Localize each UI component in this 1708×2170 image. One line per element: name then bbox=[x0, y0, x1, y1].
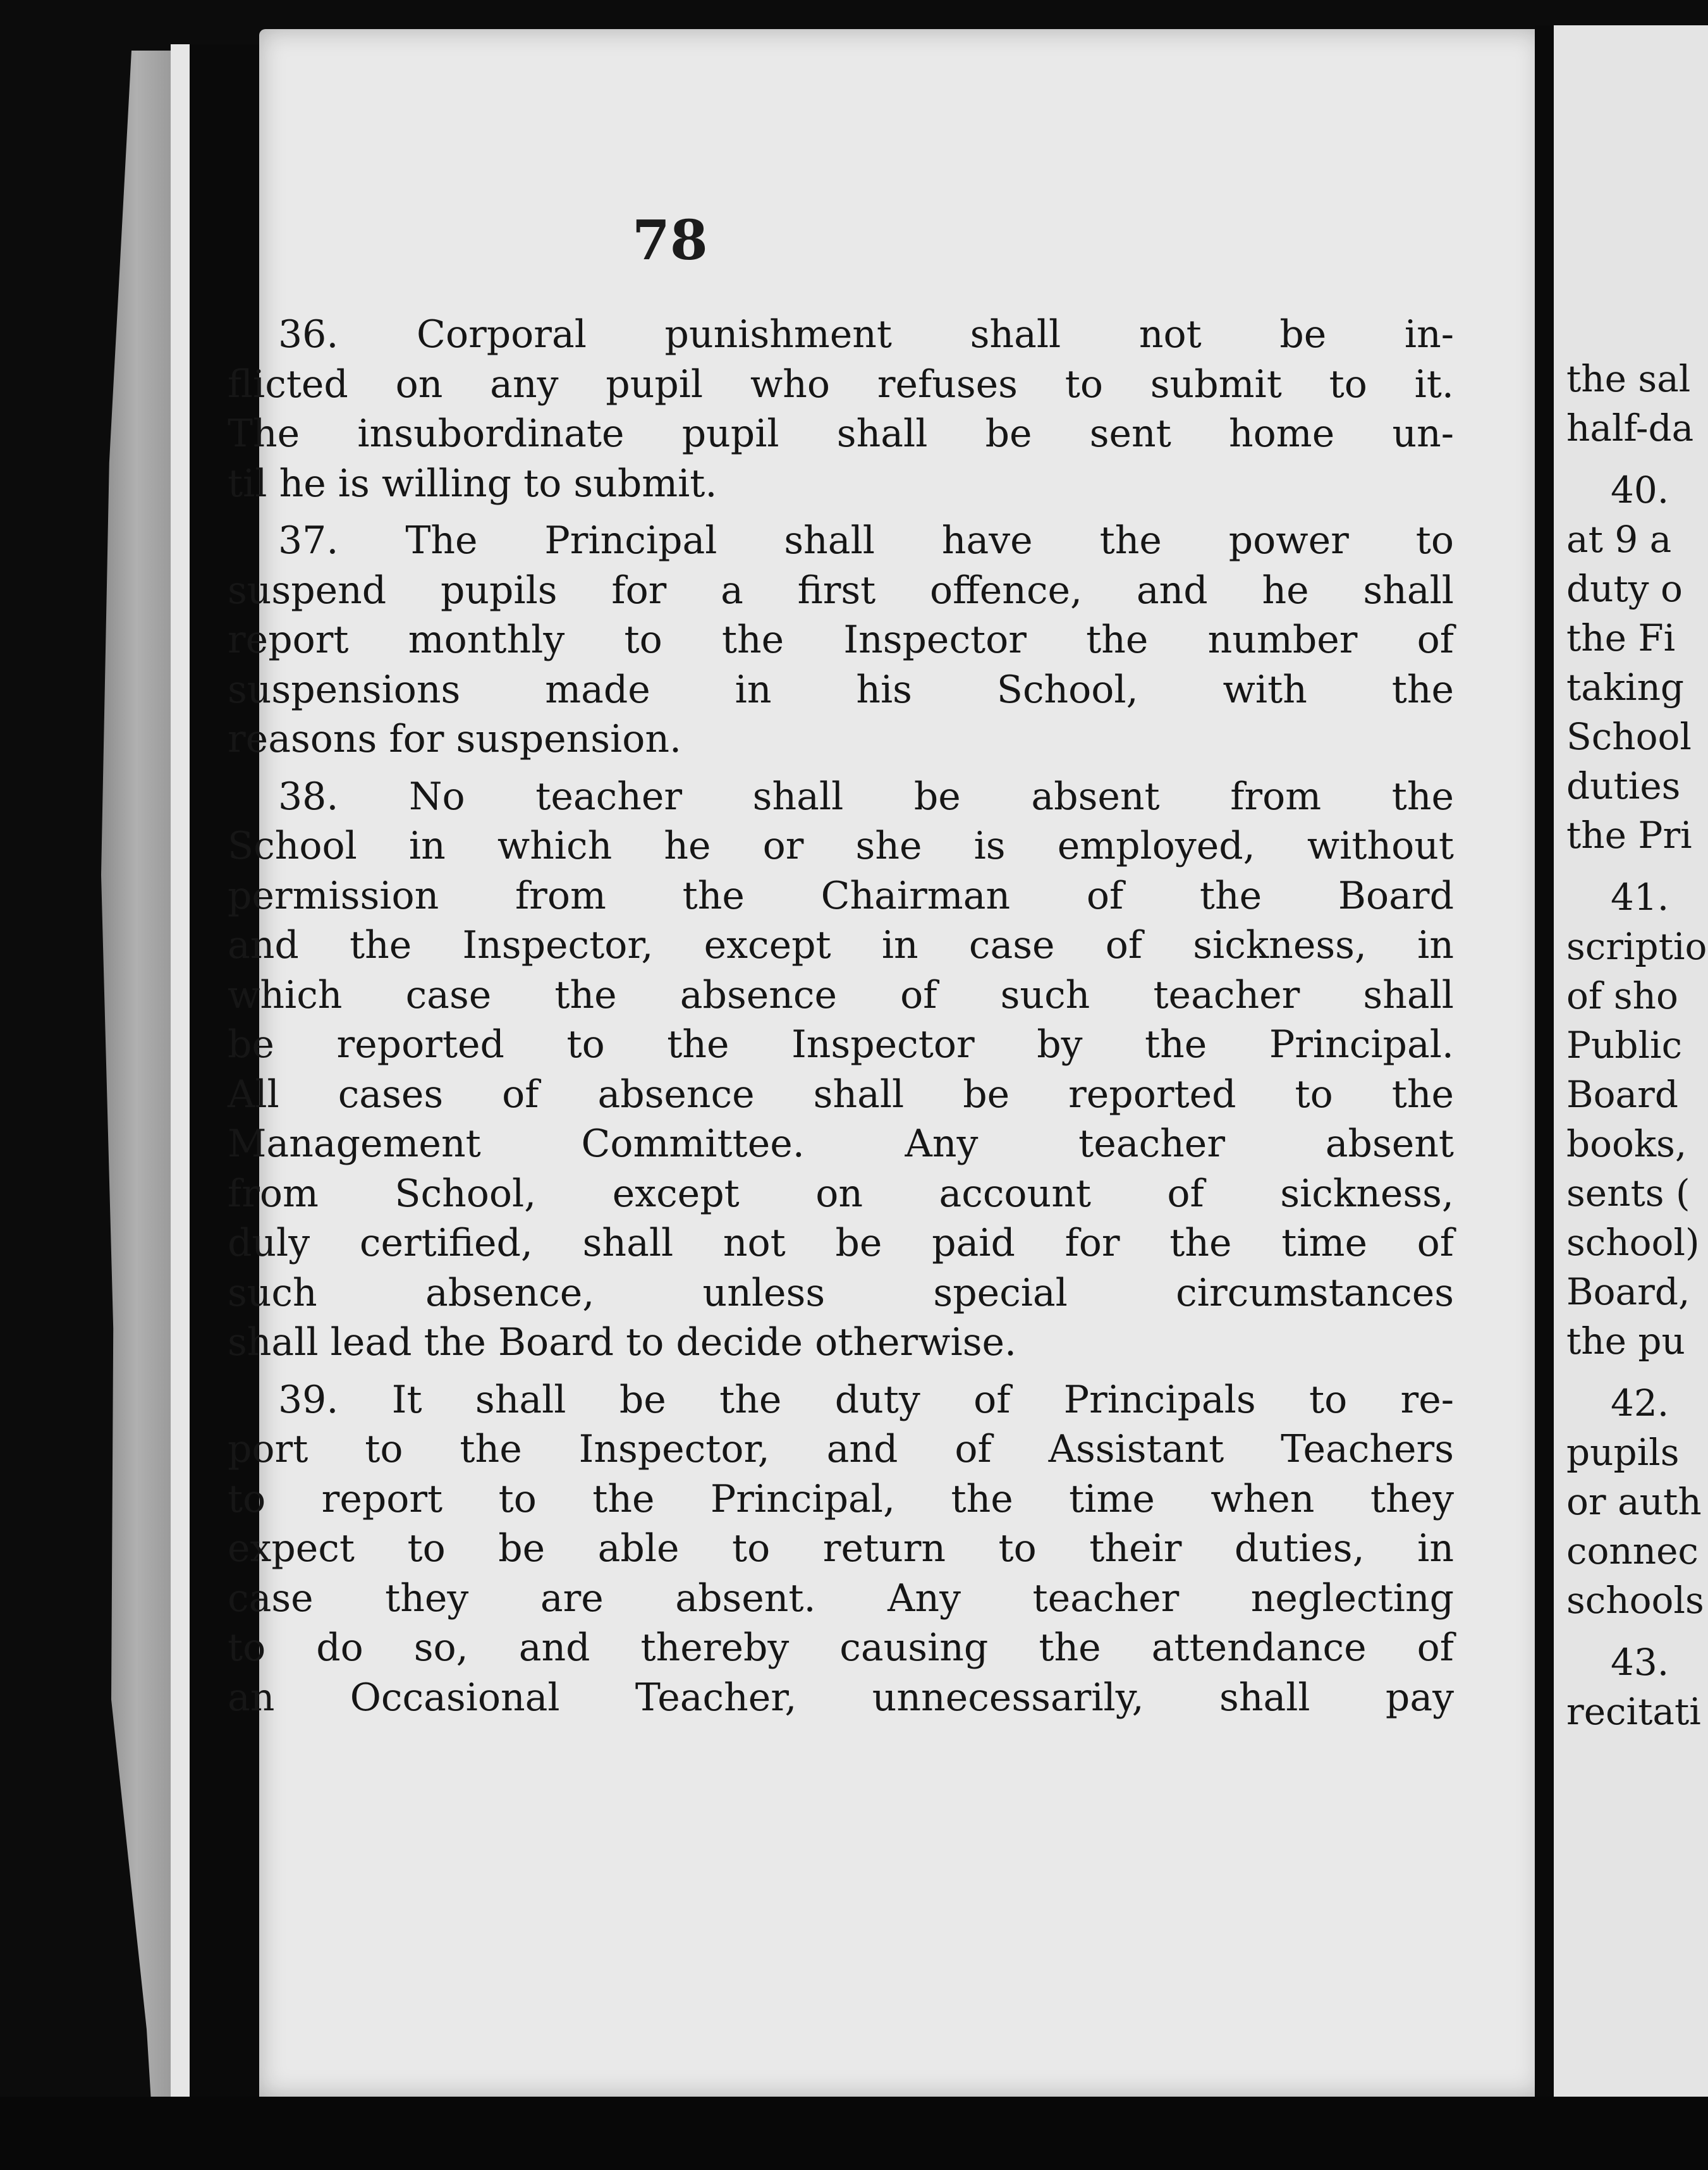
facing-line: books, bbox=[1566, 1122, 1687, 1165]
facing-line: schools bbox=[1566, 1579, 1704, 1622]
text-line: School in which he or she is employed, without bbox=[228, 824, 1454, 868]
facing-line: the sal bbox=[1566, 357, 1691, 400]
facing-line: duty o bbox=[1566, 567, 1683, 610]
text-line: from School, except on account of sickness, bbox=[228, 1171, 1454, 1216]
paragraph-36 bbox=[228, 310, 1454, 508]
text-line: 39. It shall be the duty of Principals to re- bbox=[278, 1377, 1454, 1422]
text-line: to report to the Principal, the time when they bbox=[228, 1476, 1454, 1521]
facing-line: pupils bbox=[1566, 1431, 1680, 1474]
facing-line: 41. bbox=[1611, 876, 1669, 919]
text-line: expect to be able to return to their duties, in bbox=[228, 1526, 1454, 1571]
facing-page bbox=[1554, 25, 1708, 2112]
facing-line: recitati bbox=[1566, 1690, 1701, 1733]
facing-line: Board bbox=[1566, 1073, 1678, 1116]
text-line: flicted on any pupil who refuses to submit to it. bbox=[228, 362, 1454, 407]
facing-line: 40. bbox=[1611, 469, 1669, 512]
facing-line: scriptio bbox=[1566, 925, 1707, 968]
text-line: case they are absent. Any teacher neglecting bbox=[228, 1576, 1454, 1621]
facing-line: or auth bbox=[1566, 1480, 1702, 1523]
text-line: an Occasional Teacher, unnecessarily, shall pay bbox=[228, 1675, 1454, 1720]
facing-line: School bbox=[1566, 715, 1692, 758]
facing-line: the pu bbox=[1566, 1320, 1685, 1363]
facing-page-text bbox=[1566, 354, 1708, 1736]
text-line: shall lead the Board to decide otherwise. bbox=[228, 1320, 1017, 1364]
text-line: and the Inspector, except in case of sickness, in bbox=[228, 923, 1454, 967]
facing-line: of sho bbox=[1566, 974, 1678, 1017]
facing-line: taking bbox=[1566, 666, 1685, 709]
rules-text bbox=[228, 310, 1454, 1730]
text-line: 36. Corporal punishment shall not be in- bbox=[278, 312, 1454, 357]
facing-line: the Fi bbox=[1566, 616, 1676, 659]
facing-line: 43. bbox=[1611, 1641, 1669, 1684]
text-line: port to the Inspector, and of Assistant Teachers bbox=[228, 1427, 1454, 1471]
paragraph-37 bbox=[228, 516, 1454, 764]
text-line: The insubordinate pupil shall be sent home un- bbox=[228, 412, 1454, 456]
text-line: reasons for suspension. bbox=[228, 717, 682, 761]
facing-line: 42. bbox=[1611, 1382, 1669, 1425]
text-line: report monthly to the Inspector the number of bbox=[228, 618, 1454, 662]
facing-line: Public bbox=[1566, 1024, 1683, 1067]
text-line: permission from the Chairman of the Board bbox=[228, 873, 1454, 918]
paragraph-38 bbox=[228, 772, 1454, 1368]
facing-line: sents ( bbox=[1566, 1172, 1690, 1215]
spine-highlight bbox=[171, 44, 190, 2112]
facing-line: the Pri bbox=[1566, 814, 1692, 857]
scan-bottom-margin bbox=[0, 2097, 1708, 2170]
facing-line: Board, bbox=[1566, 1270, 1690, 1313]
paragraph-gap bbox=[1566, 860, 1708, 873]
text-line: til he is willing to submit. bbox=[228, 461, 717, 506]
paragraph-39 bbox=[228, 1375, 1454, 1723]
text-line: such absence, unless special circumstances bbox=[228, 1270, 1454, 1315]
paragraph-gap bbox=[1566, 1366, 1708, 1378]
facing-line: duties bbox=[1566, 764, 1681, 807]
text-line: 38. No teacher shall be absent from the bbox=[278, 774, 1454, 819]
facing-line: connec bbox=[1566, 1529, 1699, 1572]
page-number: 78 bbox=[632, 209, 708, 273]
binding-gutter bbox=[1535, 25, 1554, 2112]
text-line: to do so, and thereby causing the attendance of bbox=[228, 1626, 1454, 1670]
text-line: duly certified, shall not be paid for the time of bbox=[228, 1221, 1454, 1265]
text-line: 37. The Principal shall have the power to bbox=[278, 518, 1454, 563]
facing-line: school) bbox=[1566, 1221, 1700, 1264]
paragraph-gap bbox=[1566, 453, 1708, 465]
text-line: which case the absence of such teacher shall bbox=[228, 972, 1454, 1017]
text-line: suspensions made in his School, with the bbox=[228, 667, 1454, 712]
facing-line: at 9 a bbox=[1566, 518, 1672, 561]
paragraph-gap bbox=[1566, 1625, 1708, 1638]
text-line: Management Committee. Any teacher absent bbox=[228, 1122, 1454, 1166]
text-line: suspend pupils for a first offence, and he shall bbox=[228, 568, 1454, 613]
text-line: All cases of absence shall be reported to the bbox=[228, 1072, 1454, 1117]
text-line: be reported to the Inspector by the Principal. bbox=[228, 1022, 1454, 1067]
facing-line: half-da bbox=[1566, 407, 1694, 450]
